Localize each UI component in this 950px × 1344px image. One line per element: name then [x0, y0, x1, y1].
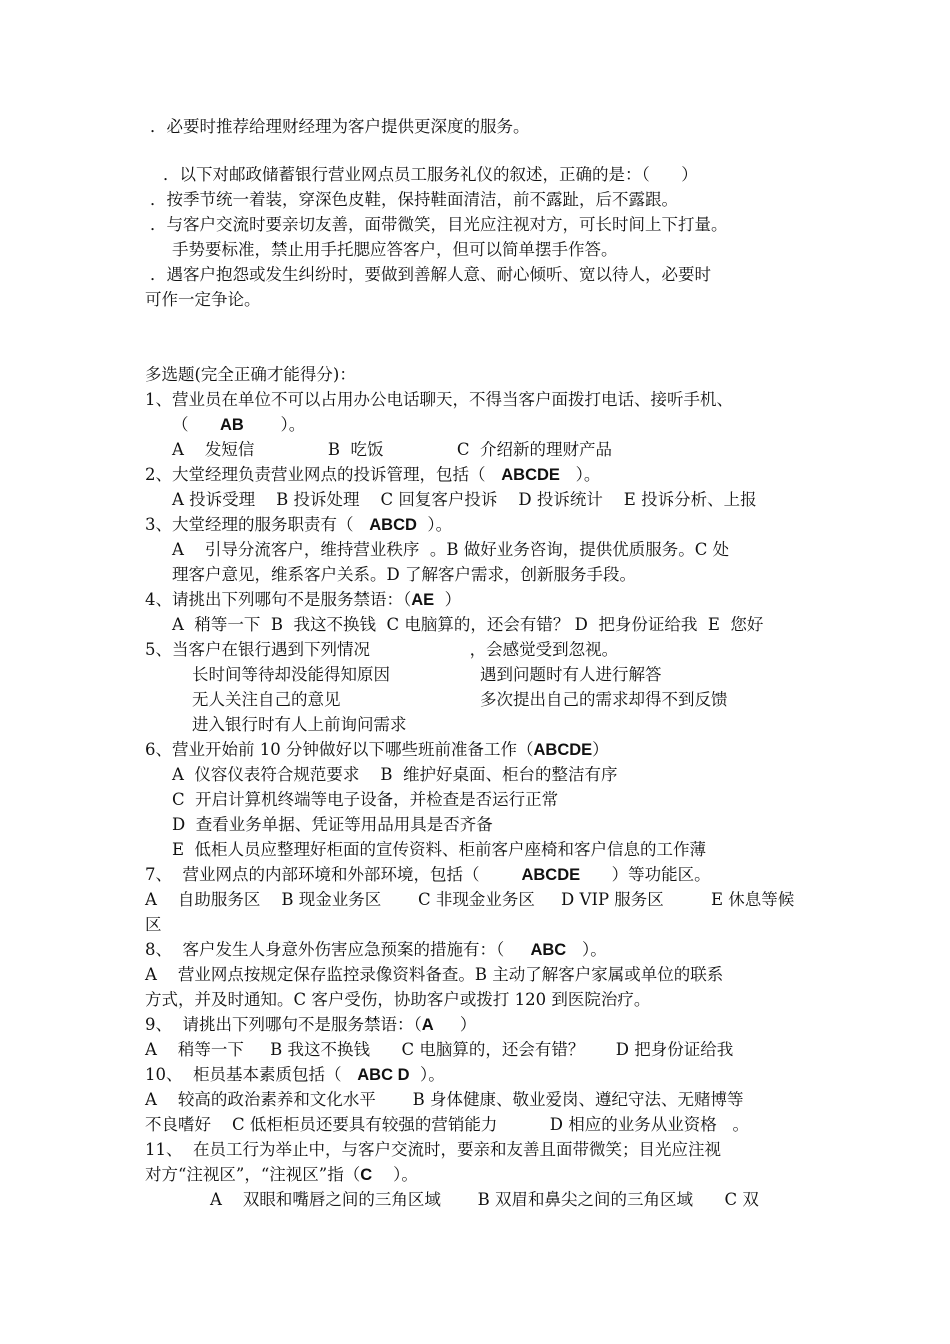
question-line: 对方“注视区”，“注视区”指（C ）。 [145, 1165, 418, 1184]
option-line: 不良嗜好 C 低柜柜员还要具有较强的营销能力 D 相应的业务从业资格 。 [145, 1115, 750, 1134]
option-line: A 稍等一下 B 我这不换钱 C 电脑算的，还会有错？ D 把身份证给我 E 您好 [172, 615, 764, 634]
option-line: 区 [145, 915, 162, 934]
answer-text: ABCDE [533, 741, 593, 759]
question-line: （ AB ）。 [172, 415, 306, 434]
option-line: A 引导分流客户，维持营业秩序 。B 做好业务咨询，提供优质服务。C 处 [172, 540, 730, 559]
question-line: 1、营业员在单位不可以占用办公电话聊天，不得当客户面拨打电话、接听手机、 [145, 390, 733, 409]
question-line: 4、请挑出下列哪句不是服务禁语：（AE ） [145, 590, 462, 609]
option-line: A 稍等一下 B 我这不换钱 C 电脑算的，还会有错？ D 把身份证给我 [145, 1040, 734, 1059]
question-line: 10、 柜员基本素质包括（ ABC D ）。 [145, 1065, 445, 1084]
option-line: ．与客户交流时要亲切友善，面带微笑，目光应注视对方，可长时间上下打量。 [150, 215, 728, 234]
option-line: 遇到问题时有人进行解答 [480, 665, 662, 684]
question-line: ．以下对邮政储蓄银行营业网点员工服务礼仪的叙述，正确的是：（ ） [163, 165, 698, 184]
option-line: 进入银行时有人上前询问需求 [192, 715, 407, 734]
answer-text: AE [411, 591, 435, 609]
option-line: 多次提出自己的需求却得不到反馈 [480, 690, 728, 709]
question-line: 6、营业开始前 10 分钟做好以下哪些班前准备工作（ABCDE） [145, 740, 609, 759]
question-line: 5、当客户在银行遇到下列情况 ，会感觉受到忽视。 [145, 640, 619, 659]
answer-text: ABCD [369, 516, 417, 534]
answer-text: ABCDE [501, 466, 560, 484]
option-line: A 双眼和嘴唇之间的三角区域 B 双眉和鼻尖之间的三角区域 C 双 [210, 1190, 759, 1209]
option-line: A 投诉受理 B 投诉处理 C 回复客户投诉 D 投诉统计 E 投诉分析、上报 [172, 490, 757, 509]
option-line: A 仪容仪表符合规范要求 B 维护好桌面、柜台的整洁有序 [172, 765, 618, 784]
option-line: 长时间等待却没能得知原因 [192, 665, 390, 684]
answer-text: C [360, 1166, 373, 1184]
answer-text: ABCDE [521, 866, 581, 884]
option-line: 理客户意见，维系客户关系。D 了解客户需求，创新服务手段。 [172, 565, 636, 584]
section-heading: 多选题(完全正确才能得分)： [145, 365, 356, 384]
question-line: 3、大堂经理的服务职责有（ ABCD ）。 [145, 515, 453, 534]
question-line: 2、大堂经理负责营业网点的投诉管理，包括（ ABCDE ）。 [145, 465, 601, 484]
text-line: ．必要时推荐给理财经理为客户提供更深度的服务。 [150, 117, 530, 136]
question-line: 11、 在员工行为举止中，与客户交流时，要亲和友善且面带微笑；目光应注视 [145, 1140, 721, 1159]
question-line: 9、 请挑出下列哪句不是服务禁语：（A ） [145, 1015, 477, 1034]
option-line: E 低柜人员应整理好柜面的宣传资料、柜前客户座椅和客户信息的工作薄 [172, 840, 707, 859]
option-line: A 发短信 B 吃饭 C 介绍新的理财产品 [172, 440, 612, 459]
option-line: 无人关注自己的意见 [192, 690, 341, 709]
option-line: A 自助服务区 B 现金业务区 C 非现金业务区 D VIP 服务区 E 休息等候 [145, 890, 795, 909]
question-line: 8、 客户发生人身意外伤害应急预案的措施有：（ ABC ）。 [145, 940, 607, 959]
option-line: ．按季节统一着装，穿深色皮鞋，保持鞋面清洁，前不露趾，后不露跟。 [150, 190, 678, 209]
answer-text: AB [219, 416, 244, 434]
option-line: ．遇客户抱怨或发生纠纷时，要做到善解人意、耐心倾听、宽以待人，必要时 [150, 265, 711, 284]
answer-text: ABC D [357, 1066, 410, 1084]
option-line: A 营业网点按规定保存监控录像资料备查。B 主动了解客户家属或单位的联系 [145, 965, 724, 984]
option-line: 手势要标准，禁止用手托腮应答客户，但可以简单摆手作答。 [172, 240, 618, 259]
answer-text: ABC [530, 941, 567, 959]
option-line: 方式，并及时通知。C 客户受伤，协助客户或拨打 120 到医院治疗。 [145, 990, 651, 1009]
option-line: A 较高的政治素养和文化水平 B 身体健康、敬业爱岗、遵纪守法、无赌博等 [145, 1090, 744, 1109]
option-line: C 开启计算机终端等电子设备，并检查是否运行正常 [172, 790, 559, 809]
question-line: 7、 营业网点的内部环境和外部环境，包括（ ABCDE ）等功能区。 [145, 865, 711, 884]
answer-text: A [421, 1016, 434, 1034]
option-line: 可作一定争论。 [145, 290, 261, 309]
option-line: D 查看业务单据、凭证等用品用具是否齐备 [172, 815, 493, 834]
